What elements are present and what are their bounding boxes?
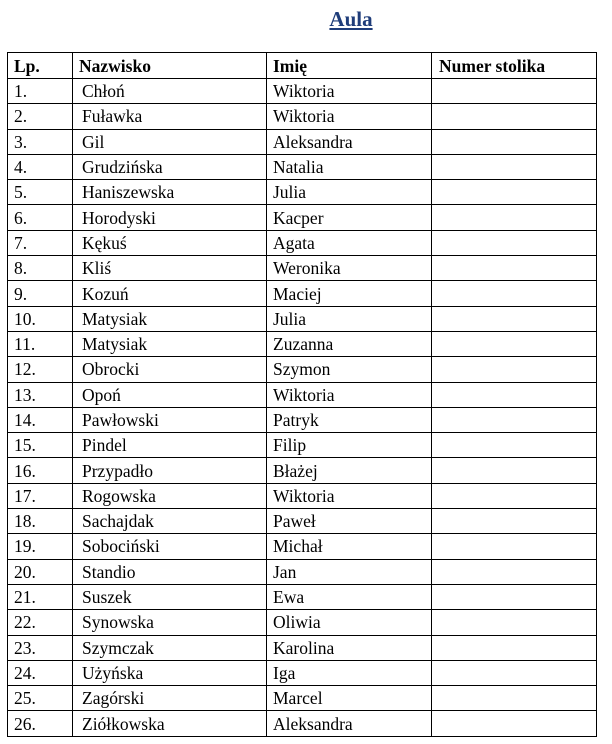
- roster-table: [7, 52, 597, 737]
- surname-cell: Rogowska: [73, 483, 267, 508]
- first-name-cell: Wiktoria: [267, 382, 432, 407]
- row-number-cell: 6.: [8, 205, 73, 230]
- row-number-cell: 9.: [8, 281, 73, 306]
- table-number-cell: [432, 281, 597, 306]
- row-number-cell: 2.: [8, 104, 73, 129]
- surname-cell: Pindel: [73, 433, 267, 458]
- column-header-first-name: Imię: [267, 53, 432, 79]
- first-name-cell: Szymon: [267, 357, 432, 382]
- table-row: [8, 129, 597, 154]
- surname-cell: Grudzińska: [73, 154, 267, 179]
- table-number-cell: [432, 104, 597, 129]
- table-number-cell: [432, 686, 597, 711]
- first-name-cell: Wiktoria: [267, 483, 432, 508]
- row-number-cell: 25.: [8, 686, 73, 711]
- surname-cell: Suszek: [73, 584, 267, 609]
- table-row: [8, 382, 597, 407]
- row-number-cell: 13.: [8, 382, 73, 407]
- surname-cell: Matysiak: [73, 306, 267, 331]
- table-number-cell: [432, 180, 597, 205]
- first-name-cell: Julia: [267, 306, 432, 331]
- surname-cell: Matysiak: [73, 331, 267, 356]
- table-number-cell: [432, 483, 597, 508]
- table-number-cell: [432, 534, 597, 559]
- row-number-cell: 15.: [8, 433, 73, 458]
- column-header-lp: Lp.: [8, 53, 73, 79]
- table-row: [8, 559, 597, 584]
- row-number-cell: 8.: [8, 256, 73, 281]
- surname-cell: Kozuń: [73, 281, 267, 306]
- table-row: [8, 407, 597, 432]
- table-row: [8, 433, 597, 458]
- first-name-cell: Aleksandra: [267, 129, 432, 154]
- row-number-cell: 7.: [8, 230, 73, 255]
- first-name-cell: Ewa: [267, 584, 432, 609]
- first-name-cell: Michał: [267, 534, 432, 559]
- first-name-cell: Iga: [267, 660, 432, 685]
- first-name-cell: Jan: [267, 559, 432, 584]
- table-row: [8, 509, 597, 534]
- page-title: Aula: [329, 7, 373, 31]
- surname-cell: Chłoń: [73, 79, 267, 104]
- table-number-cell: [432, 230, 597, 255]
- first-name-cell: Wiktoria: [267, 79, 432, 104]
- table-number-cell: [432, 433, 597, 458]
- table-number-cell: [432, 205, 597, 230]
- table-header-row: [8, 53, 597, 79]
- row-number-cell: 3.: [8, 129, 73, 154]
- first-name-cell: Julia: [267, 180, 432, 205]
- surname-cell: Fuławka: [73, 104, 267, 129]
- row-number-cell: 17.: [8, 483, 73, 508]
- table-number-cell: [432, 256, 597, 281]
- table-number-cell: [432, 610, 597, 635]
- first-name-cell: Weronika: [267, 256, 432, 281]
- surname-cell: Opoń: [73, 382, 267, 407]
- row-number-cell: 4.: [8, 154, 73, 179]
- first-name-cell: Błażej: [267, 458, 432, 483]
- row-number-cell: 22.: [8, 610, 73, 635]
- table-number-cell: [432, 306, 597, 331]
- row-number-cell: 16.: [8, 458, 73, 483]
- table-row: [8, 104, 597, 129]
- surname-cell: Sobociński: [73, 534, 267, 559]
- table-number-cell: [432, 711, 597, 736]
- surname-cell: Synowska: [73, 610, 267, 635]
- table-body: [8, 79, 597, 737]
- table-row: [8, 483, 597, 508]
- row-number-cell: 1.: [8, 79, 73, 104]
- first-name-cell: Karolina: [267, 635, 432, 660]
- table-number-cell: [432, 382, 597, 407]
- surname-cell: Horodyski: [73, 205, 267, 230]
- row-number-cell: 14.: [8, 407, 73, 432]
- row-number-cell: 10.: [8, 306, 73, 331]
- surname-cell: Kliś: [73, 256, 267, 281]
- table-row: [8, 281, 597, 306]
- table-row: [8, 635, 597, 660]
- table-row: [8, 357, 597, 382]
- first-name-cell: Aleksandra: [267, 711, 432, 736]
- row-number-cell: 18.: [8, 509, 73, 534]
- table-number-cell: [432, 458, 597, 483]
- table-row: [8, 331, 597, 356]
- table-row: [8, 306, 597, 331]
- row-number-cell: 5.: [8, 180, 73, 205]
- surname-cell: Zagórski: [73, 686, 267, 711]
- table-number-cell: [432, 635, 597, 660]
- row-number-cell: 23.: [8, 635, 73, 660]
- surname-cell: Standio: [73, 559, 267, 584]
- table-row: [8, 711, 597, 736]
- table-number-cell: [432, 559, 597, 584]
- table-row: [8, 584, 597, 609]
- row-number-cell: 24.: [8, 660, 73, 685]
- surname-cell: Sachajdak: [73, 509, 267, 534]
- first-name-cell: Filip: [267, 433, 432, 458]
- surname-cell: Gil: [73, 129, 267, 154]
- first-name-cell: Paweł: [267, 509, 432, 534]
- first-name-cell: Natalia: [267, 154, 432, 179]
- table-number-cell: [432, 584, 597, 609]
- table-row: [8, 79, 597, 104]
- first-name-cell: Kacper: [267, 205, 432, 230]
- table-row: [8, 230, 597, 255]
- first-name-cell: Agata: [267, 230, 432, 255]
- first-name-cell: Maciej: [267, 281, 432, 306]
- surname-cell: Przypadło: [73, 458, 267, 483]
- table-number-cell: [432, 509, 597, 534]
- table-row: [8, 610, 597, 635]
- surname-cell: Szymczak: [73, 635, 267, 660]
- column-header-table-number: Numer stolika: [432, 53, 597, 79]
- table-row: [8, 534, 597, 559]
- first-name-cell: Wiktoria: [267, 104, 432, 129]
- table-number-cell: [432, 331, 597, 356]
- row-number-cell: 20.: [8, 559, 73, 584]
- table-row: [8, 256, 597, 281]
- surname-cell: Obrocki: [73, 357, 267, 382]
- table-number-cell: [432, 357, 597, 382]
- surname-cell: Pawłowski: [73, 407, 267, 432]
- surname-cell: Haniszewska: [73, 180, 267, 205]
- first-name-cell: Zuzanna: [267, 331, 432, 356]
- table-number-cell: [432, 129, 597, 154]
- surname-cell: Ziółkowska: [73, 711, 267, 736]
- row-number-cell: 12.: [8, 357, 73, 382]
- table-row: [8, 154, 597, 179]
- row-number-cell: 19.: [8, 534, 73, 559]
- first-name-cell: Marcel: [267, 686, 432, 711]
- row-number-cell: 26.: [8, 711, 73, 736]
- table-number-cell: [432, 154, 597, 179]
- row-number-cell: 21.: [8, 584, 73, 609]
- table-number-cell: [432, 660, 597, 685]
- table-number-cell: [432, 79, 597, 104]
- table-row: [8, 180, 597, 205]
- table-row: [8, 686, 597, 711]
- table-row: [8, 205, 597, 230]
- first-name-cell: Oliwia: [267, 610, 432, 635]
- table-row: [8, 660, 597, 685]
- surname-cell: Użyńska: [73, 660, 267, 685]
- table-number-cell: [432, 407, 597, 432]
- column-header-surname: Nazwisko: [73, 53, 267, 79]
- first-name-cell: Patryk: [267, 407, 432, 432]
- row-number-cell: 11.: [8, 331, 73, 356]
- surname-cell: Kękuś: [73, 230, 267, 255]
- table-row: [8, 458, 597, 483]
